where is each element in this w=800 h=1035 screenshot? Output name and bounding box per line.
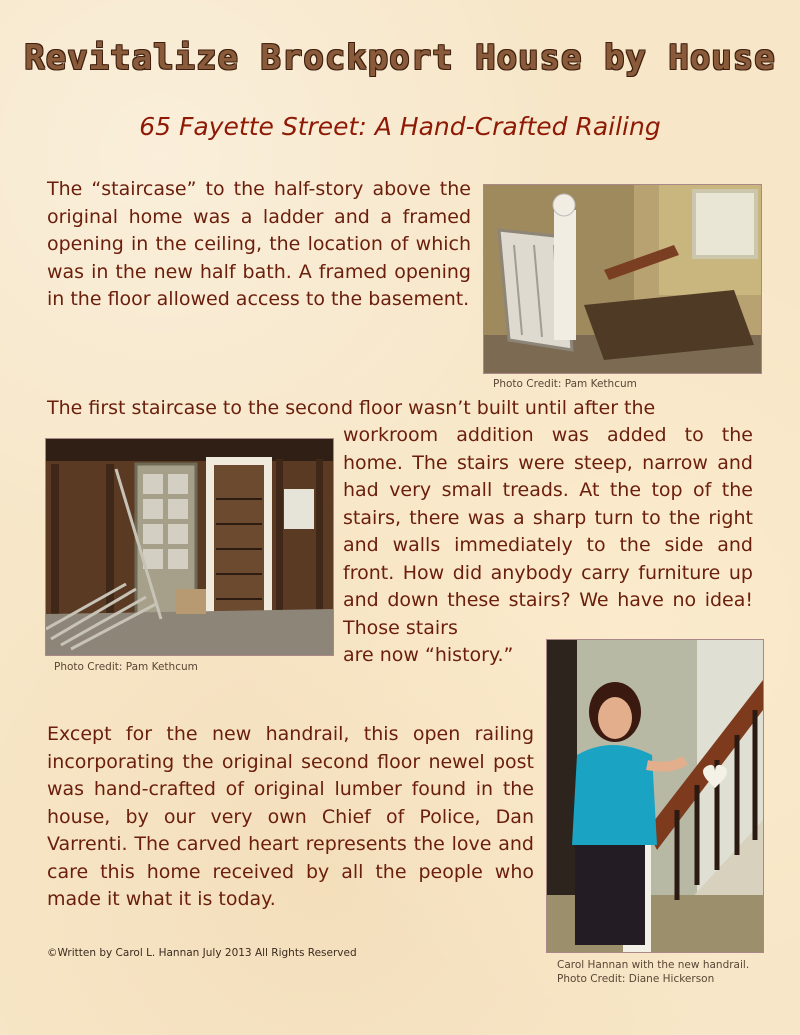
photo-carol-handrail-image	[547, 640, 763, 952]
paragraph-hand-crafted-railing: Except for the new handrail, this open railing incorporating the original second floor newel post was hand-crafted of original lumber found in the house, by our very own Chief of Police, Dan Varrenti. The carved heart represents the love and care this home received by all the people who made it what it is today.	[47, 723, 534, 910]
article-subtitle: 65 Fayette Street: A Hand-Crafted Railing	[139, 112, 661, 141]
photo-ladder-opening-image	[484, 185, 761, 373]
photo3-caption: Carol Hannan with the new handrail.	[557, 959, 750, 971]
photo-carol-handrail	[546, 639, 764, 953]
paragraph-first-staircase-end: are now “history.”	[343, 644, 514, 666]
paragraph-staircase-ladder: The “staircase” to the half-story above the original home was a ladder and a framed opening in the ceiling, the location of which was in the new half bath. A framed opening in the floor allowed access to the basement.	[47, 178, 471, 310]
photo-gutted-interior	[45, 438, 334, 656]
banner-title: Revitalize Brockport House by House	[24, 38, 776, 78]
photo3-credit: Photo Credit: Diane Hickerson	[557, 973, 715, 985]
paragraph-first-staircase: workroom addition was added to the home. The stairs were steep, narrow and had very small treads. At the top of the stairs, there was a sharp turn to the right and walls immediately to the side and front. How did anybody carry furniture up and down these stairs? We have no idea! Those stairs	[343, 424, 753, 639]
photo2-credit: Photo Credit: Pam Kethcum	[54, 661, 198, 673]
paragraph-first-staircase-intro: The first staircase to the second floor wasn’t built until after the	[47, 397, 656, 419]
photo-gutted-interior-image	[46, 439, 333, 655]
copyright-footer: ©Written by Carol L. Hannan July 2013 All Rights Reserved	[47, 947, 357, 959]
photo1-credit: Photo Credit: Pam Kethcum	[493, 378, 637, 390]
photo-ladder-opening	[483, 184, 762, 374]
